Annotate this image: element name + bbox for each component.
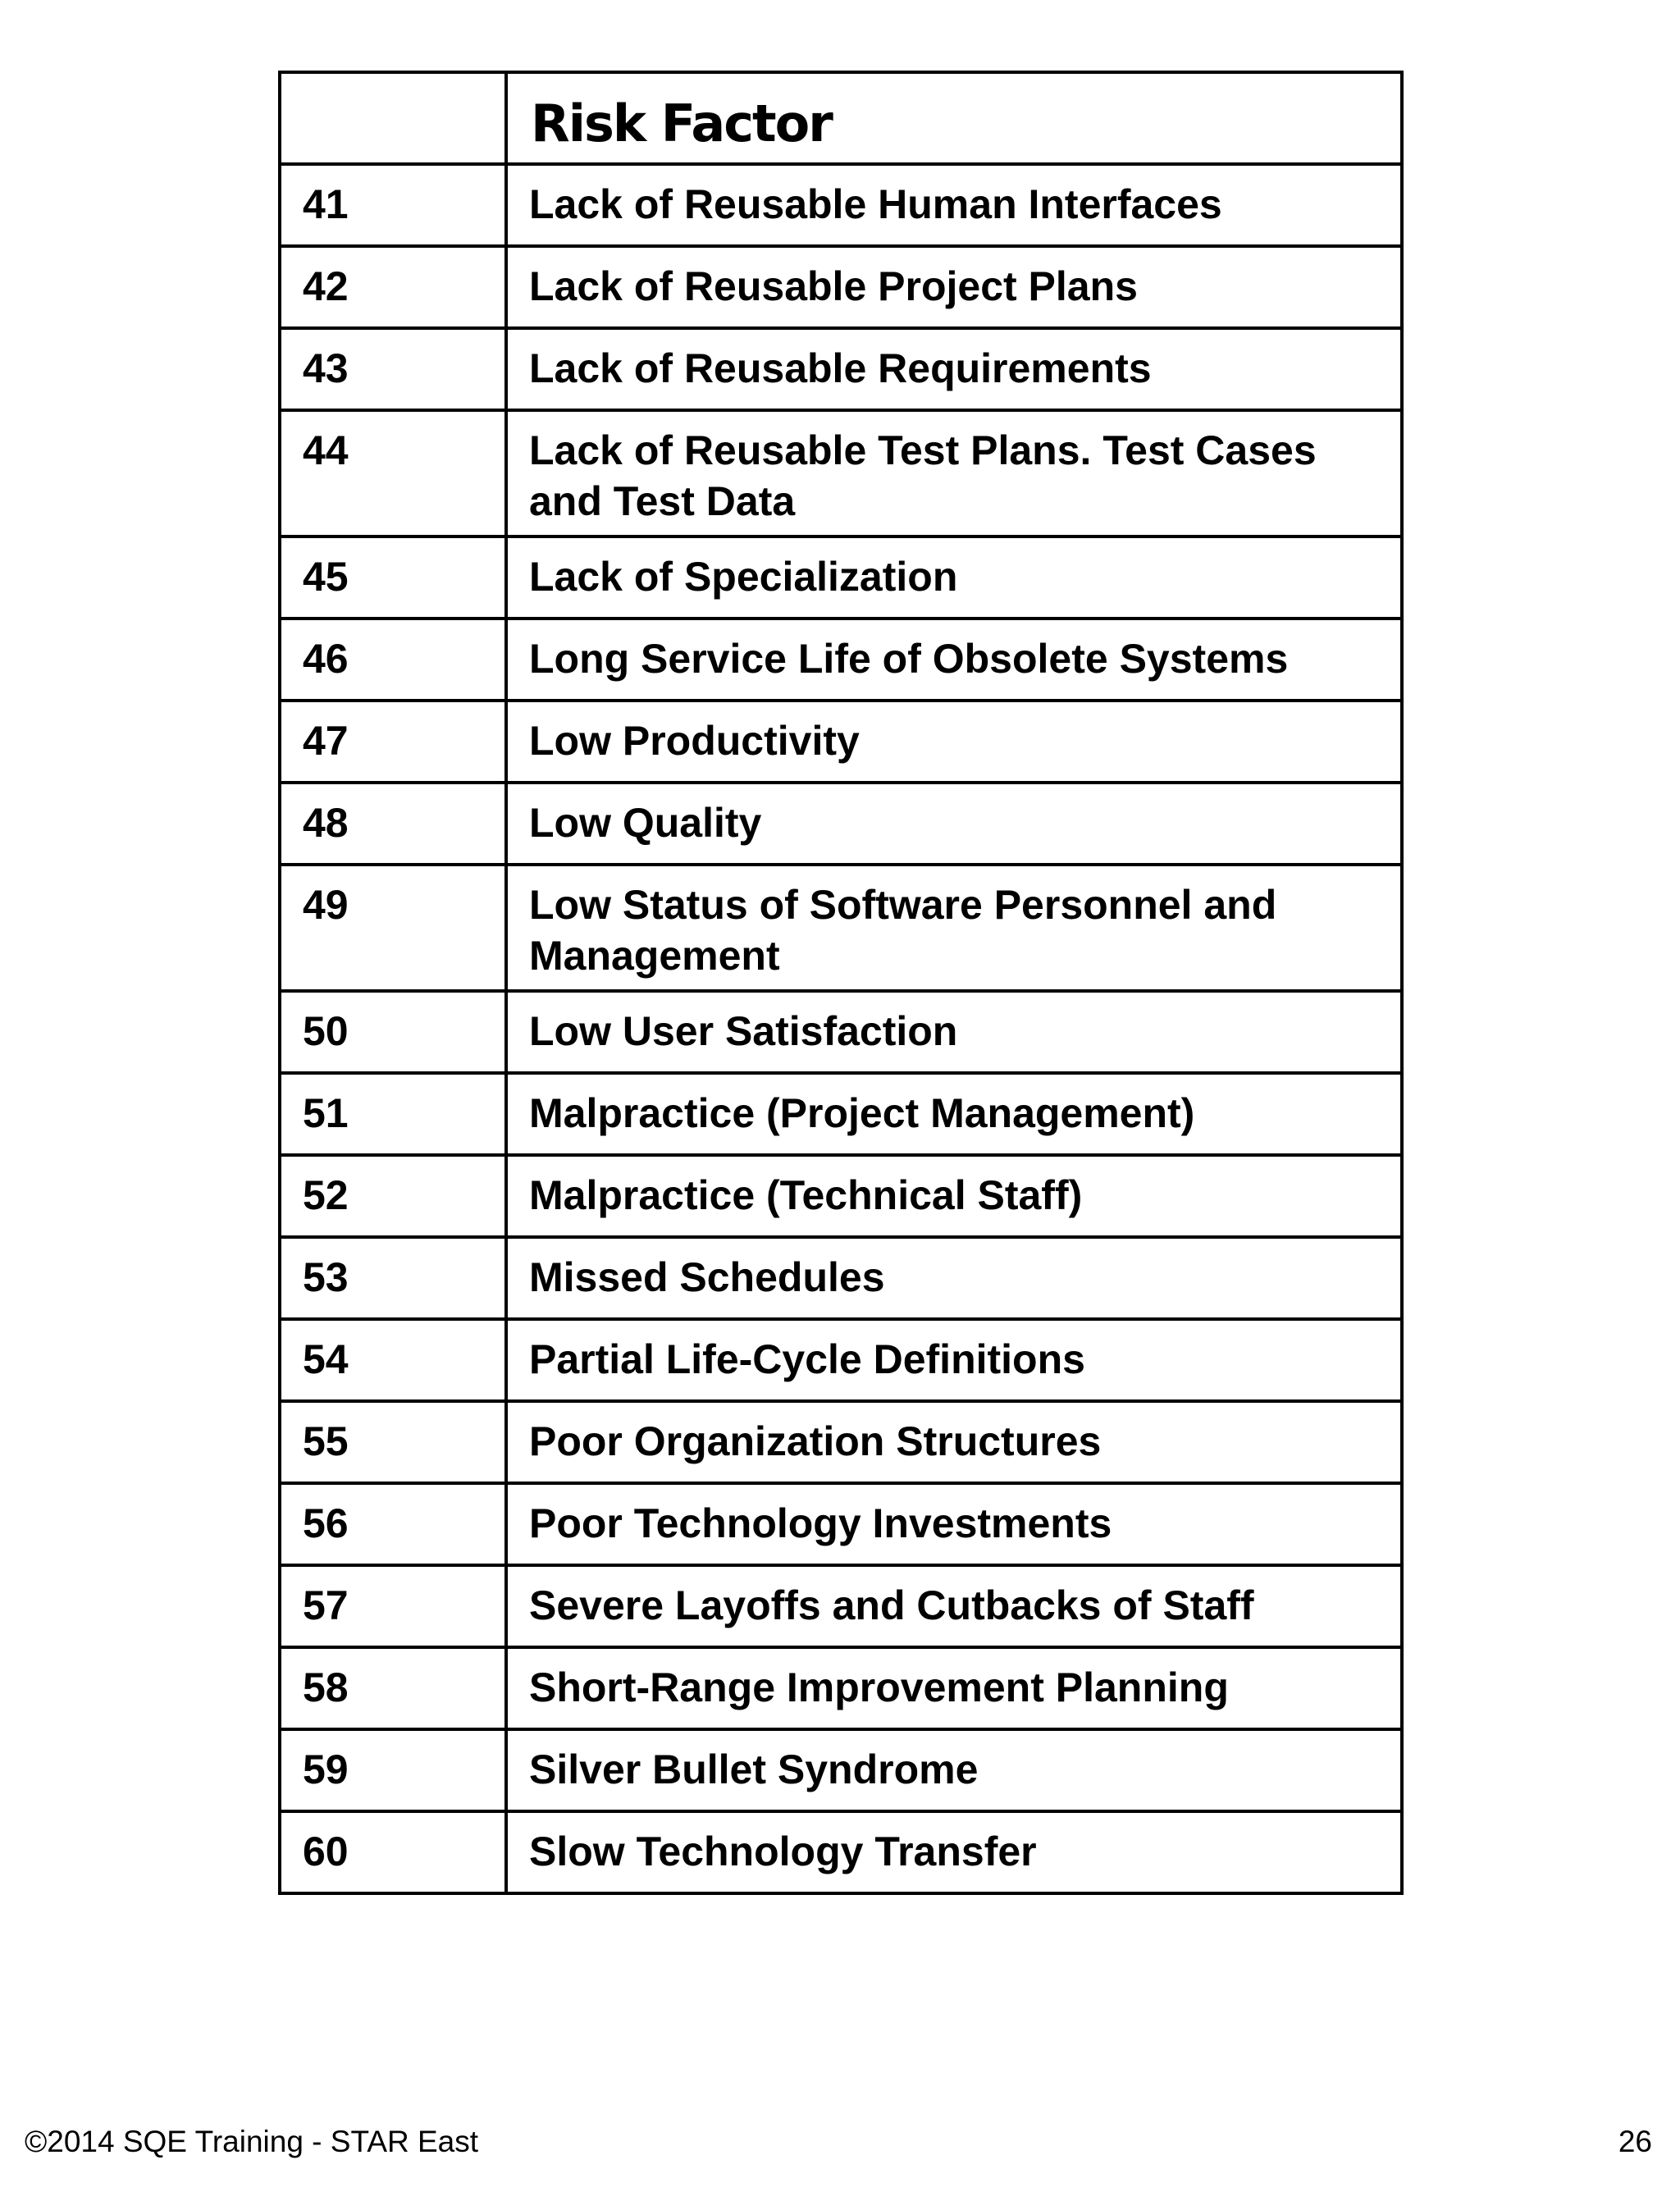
table-row <box>280 246 1402 328</box>
table-row <box>280 619 1402 701</box>
table-row <box>280 1155 1402 1237</box>
table-row <box>280 1073 1402 1155</box>
row-risk-factor: Lack of Reusable Requirements <box>506 328 1402 410</box>
row-number: 52 <box>280 1155 506 1237</box>
table-row <box>280 536 1402 619</box>
row-risk-factor: Lack of Reusable Test Plans. Test Cases and Test Data <box>506 410 1402 536</box>
header-risk-factor: Risk Factor <box>506 72 1402 164</box>
row-risk-factor: Low Status of Software Personnel and Management <box>506 865 1402 991</box>
table-row <box>280 1729 1402 1811</box>
risk-factor-table <box>278 71 1404 1895</box>
row-risk-factor: Lack of Reusable Human Interfaces <box>506 164 1402 246</box>
row-number: 44 <box>280 410 506 536</box>
row-number: 55 <box>280 1401 506 1483</box>
row-risk-factor: Low User Satisfaction <box>506 991 1402 1073</box>
row-risk-factor: Lack of Reusable Project Plans <box>506 246 1402 328</box>
table-row <box>280 328 1402 410</box>
row-risk-factor: Long Service Life of Obsolete Systems <box>506 619 1402 701</box>
table-row <box>280 1319 1402 1401</box>
row-risk-factor: Malpractice (Project Management) <box>506 1073 1402 1155</box>
table-row <box>280 1647 1402 1729</box>
row-risk-factor: Lack of Specialization <box>506 536 1402 619</box>
row-risk-factor: Poor Organization Structures <box>506 1401 1402 1483</box>
row-risk-factor: Slow Technology Transfer <box>506 1811 1402 1893</box>
row-number: 60 <box>280 1811 506 1893</box>
table-row <box>280 991 1402 1073</box>
row-risk-factor: Poor Technology Investments <box>506 1483 1402 1565</box>
table-row <box>280 1565 1402 1647</box>
table-row <box>280 701 1402 783</box>
row-number: 47 <box>280 701 506 783</box>
table-row <box>280 1483 1402 1565</box>
row-number: 58 <box>280 1647 506 1729</box>
row-number: 56 <box>280 1483 506 1565</box>
row-risk-factor: Missed Schedules <box>506 1237 1402 1319</box>
row-risk-factor: Short-Range Improvement Planning <box>506 1647 1402 1729</box>
row-risk-factor: Silver Bullet Syndrome <box>506 1729 1402 1811</box>
row-number: 48 <box>280 783 506 865</box>
row-risk-factor: Malpractice (Technical Staff) <box>506 1155 1402 1237</box>
row-number: 46 <box>280 619 506 701</box>
row-number: 57 <box>280 1565 506 1647</box>
header-number-cell <box>280 72 506 164</box>
table-row <box>280 1401 1402 1483</box>
row-number: 51 <box>280 1073 506 1155</box>
row-risk-factor: Partial Life-Cycle Definitions <box>506 1319 1402 1401</box>
table-header-row <box>280 72 1402 164</box>
row-number: 42 <box>280 246 506 328</box>
table-row <box>280 164 1402 246</box>
row-risk-factor: Severe Layoffs and Cutbacks of Staff <box>506 1565 1402 1647</box>
footer-copyright: ©2014 SQE Training - STAR East <box>25 2125 479 2158</box>
row-number: 50 <box>280 991 506 1073</box>
table-row <box>280 1237 1402 1319</box>
table-row <box>280 865 1402 991</box>
row-risk-factor: Low Quality <box>506 783 1402 865</box>
table-row <box>280 1811 1402 1893</box>
row-number: 41 <box>280 164 506 246</box>
row-number: 54 <box>280 1319 506 1401</box>
row-number: 49 <box>280 865 506 991</box>
page-number: 26 <box>1618 2125 1652 2158</box>
row-number: 43 <box>280 328 506 410</box>
table-row <box>280 410 1402 536</box>
row-number: 59 <box>280 1729 506 1811</box>
row-number: 45 <box>280 536 506 619</box>
row-number: 53 <box>280 1237 506 1319</box>
table-row <box>280 783 1402 865</box>
row-risk-factor: Low Productivity <box>506 701 1402 783</box>
